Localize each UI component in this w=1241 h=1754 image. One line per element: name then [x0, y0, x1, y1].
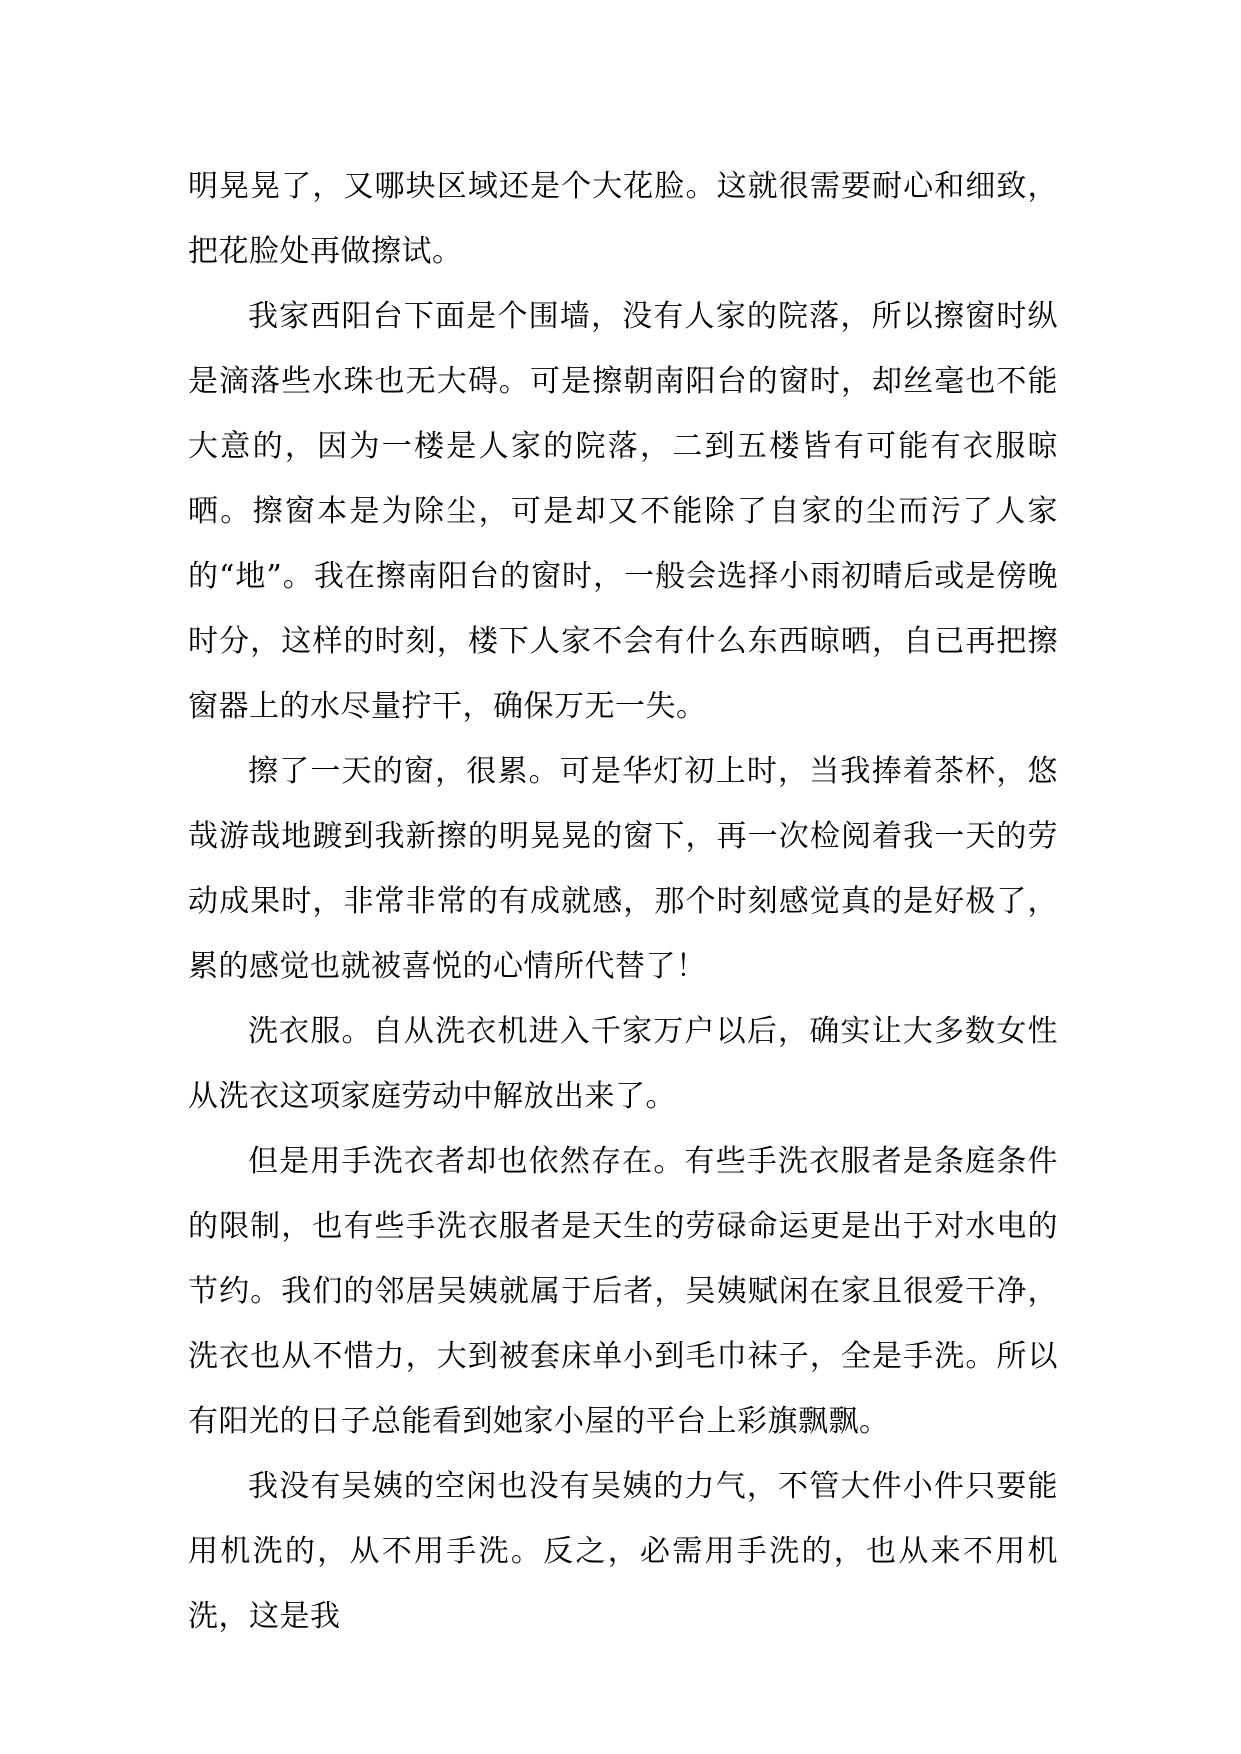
- paragraph-window-cleaning-done: 擦了一天的窗，很累。可是华灯初上时，当我捧着茶杯，悠哉游哉地踱到我新擦的明晃晃的窗下，再一次检阅着我一天的劳动成果时，非常非常的有成就感，那个时刻感觉真的是好极了，累的感觉也就被喜悦的心情所代替了！: [188, 754, 1058, 984]
- paragraph-west-balcony: 我家西阳台下面是个围墙，没有人家的院落，所以擦窗时纵是滴落些水珠也无大碍。可是擦朝南阳台的窗时，却丝毫也不能大意的，因为一楼是人家的院落，二到五楼皆有可能有衣服晾晒。擦窗本是为除尘，可是却又不能除了自家的尘而污了人家的“地”。我在擦南阳台的窗时，一般会选择小雨初晴后或是傍晚时分，这样的时刻，楼下人家不会有什么东西晾晒，自已再把擦窗器上的水尽量拧干，确保万无一失。: [188, 299, 1058, 724]
- paragraph-laundry-intro: 洗衣服。自从洗衣机进入千家万户以后，确实让大多数女性从洗衣这项家庭劳动中解放出来了。: [188, 1014, 1058, 1114]
- paragraph-machine-washing: 我没有吴姨的空闲也没有吴姨的力气，不管大件小件只要能用机洗的，从不用手洗。反之，必需用手洗的，也从来不用机洗，这是我: [188, 1469, 1058, 1634]
- paragraph-continued: 明晃晃了，又哪块区域还是个大花脸。这就很需要耐心和细致，把花脸处再做擦试。: [188, 169, 1058, 269]
- body-text: [188, 154, 1058, 1649]
- paragraph-hand-washing: 但是用手洗衣者却也依然存在。有些手洗衣服者是条庭条件的限制，也有些手洗衣服者是天生的劳碌命运更是出于对水电的节约。我们的邻居吴姨就属于后者，吴姨赋闲在家且很爱干净，洗衣也从不惜力，大到被套床单小到毛巾袜子，全是手洗。所以有阳光的日子总能看到她家小屋的平台上彩旗飘飘。: [188, 1144, 1058, 1439]
